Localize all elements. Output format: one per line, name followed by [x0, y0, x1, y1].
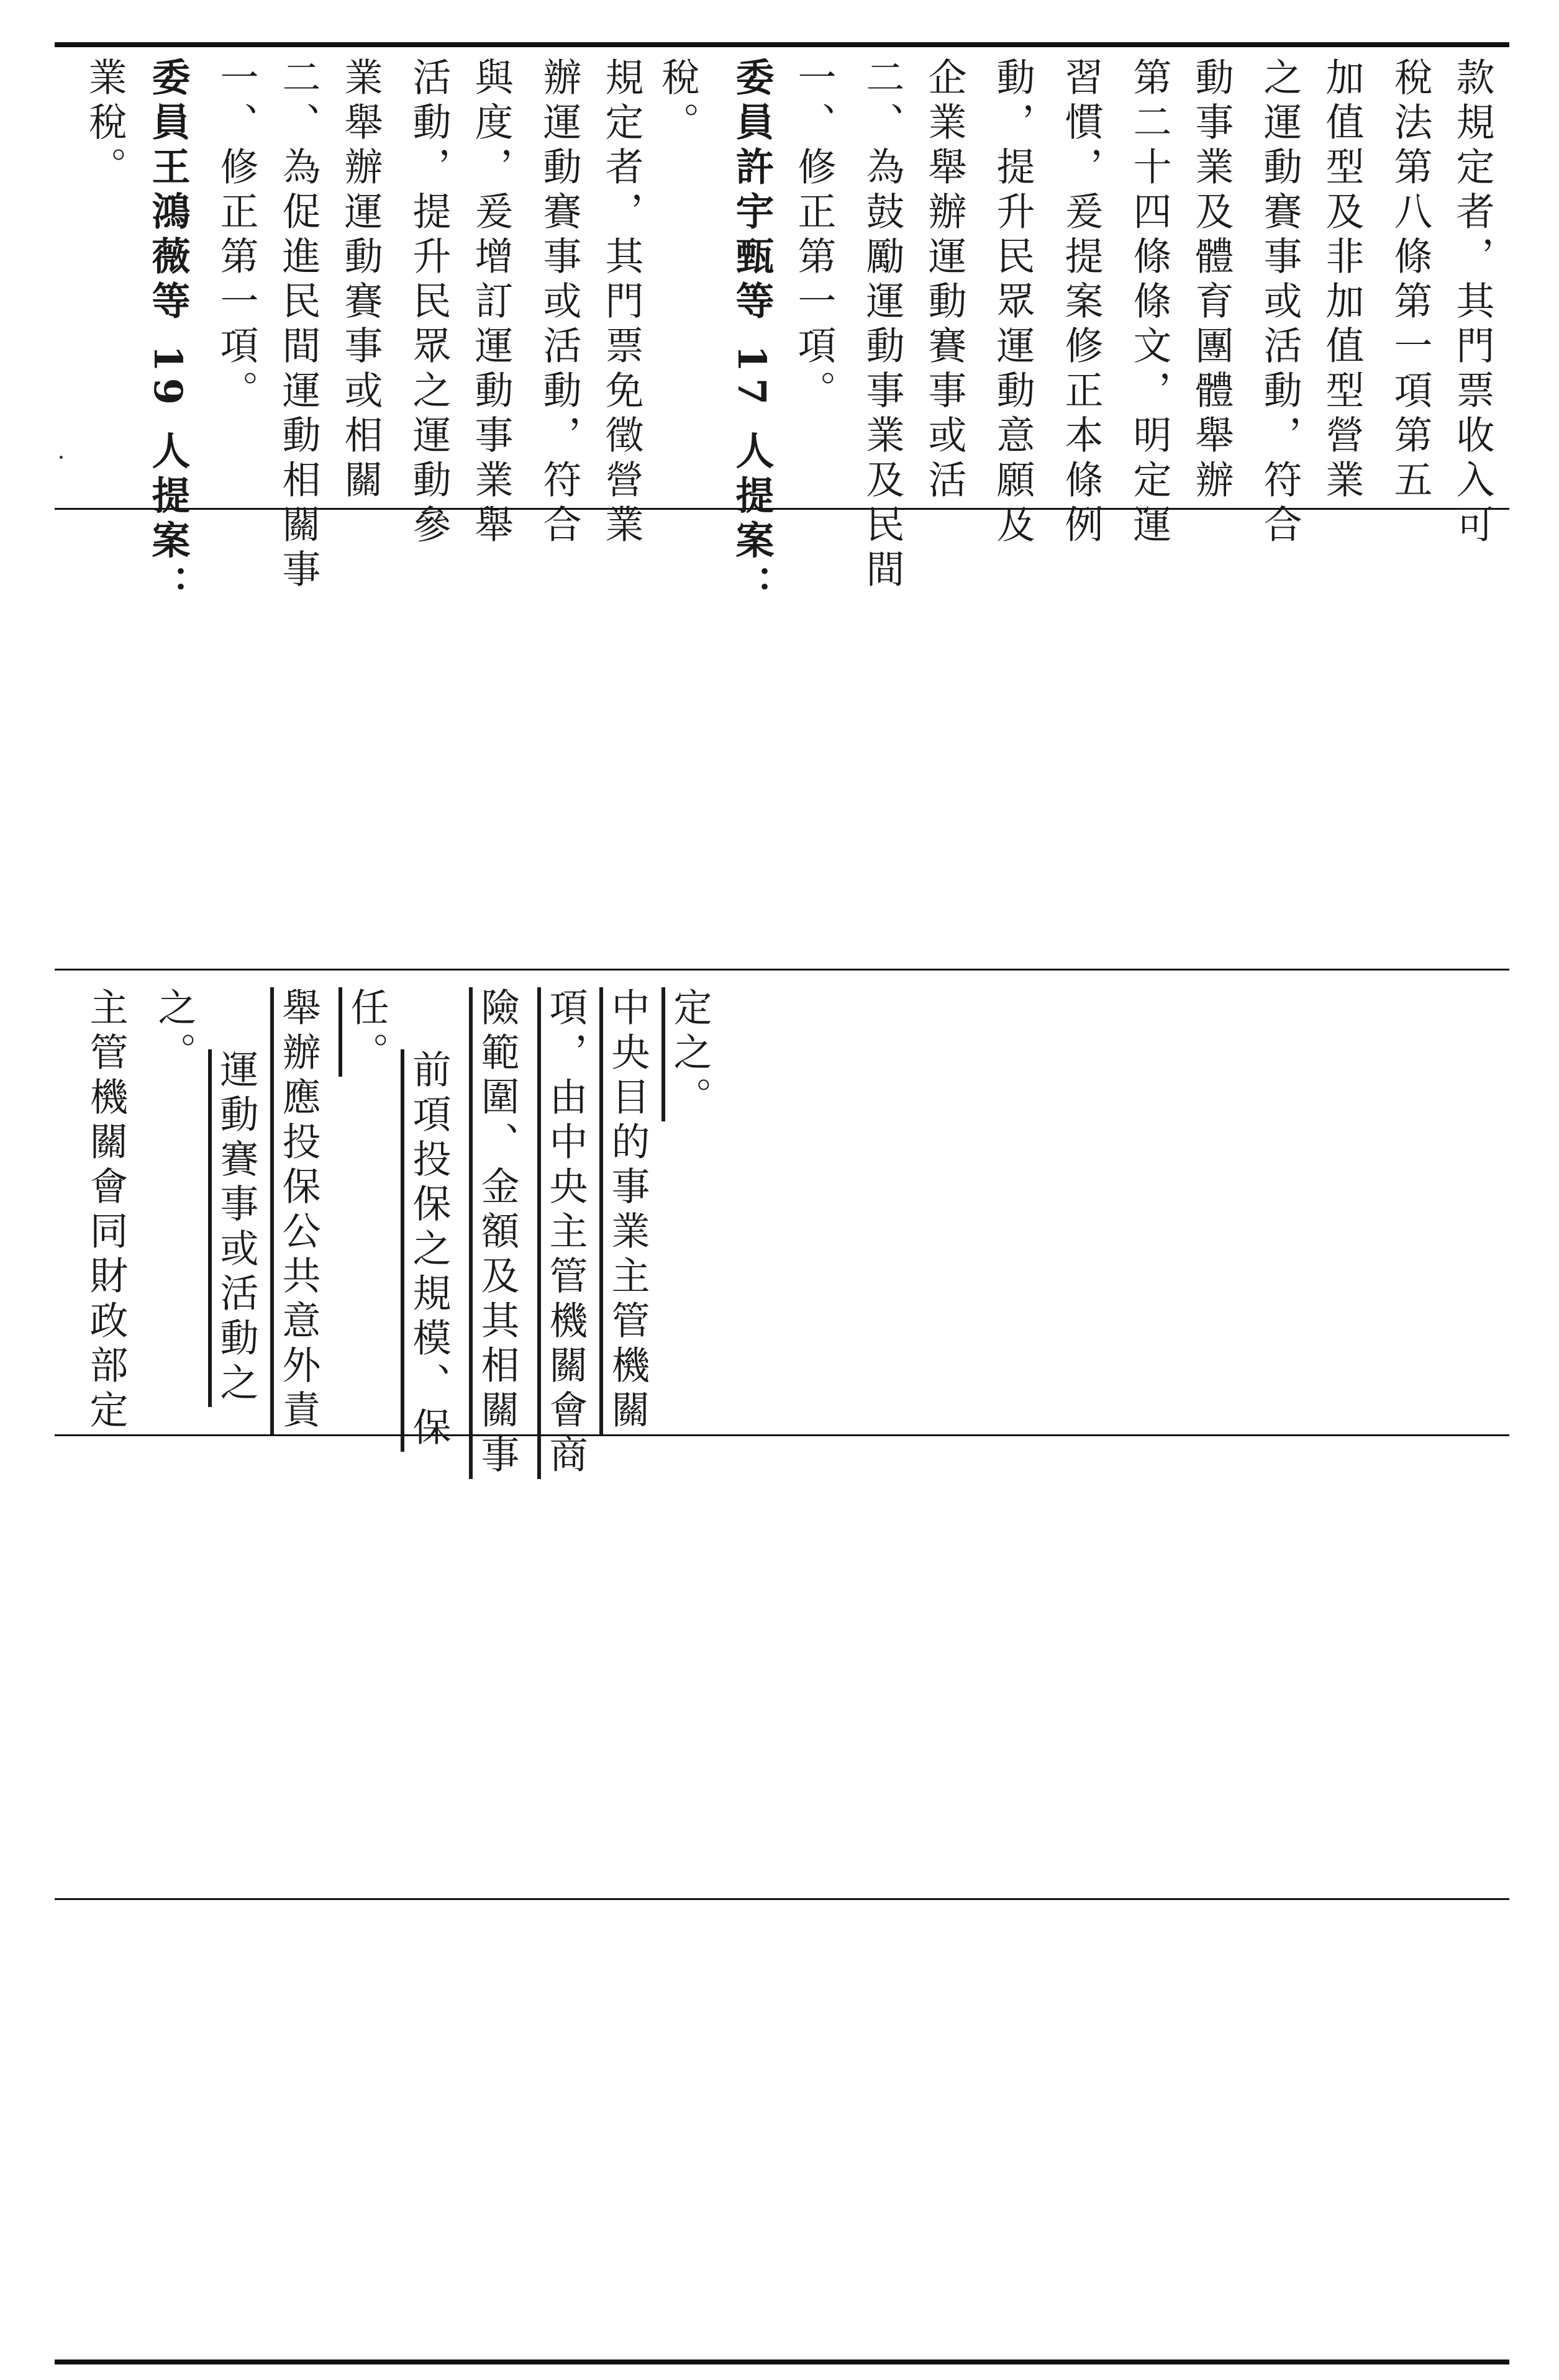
proposer-heading: 委員王鴻薇等 19 人提案： — [145, 57, 191, 610]
text-line: 辦運動賽事或活動，符合 — [537, 57, 582, 549]
amended-text-line — [534, 987, 596, 1479]
text-line: 動事業及體育團體舉辦 — [1189, 57, 1234, 504]
text-line: 業舉辦運動賽事或相關 — [338, 57, 383, 504]
table-bottom-border — [55, 2360, 1509, 2364]
underlined-text: 險範圍、金額及其相關事 — [475, 987, 520, 1479]
underlined-text: 運動賽事或活動之 — [214, 1049, 259, 1407]
text-line: 習慣，爰提案修正本條例 — [1058, 57, 1104, 549]
table-top-border — [55, 42, 1509, 47]
proposer-heading: 委員許宇甄等 17 人提案： — [729, 57, 775, 610]
amended-text-line — [466, 987, 528, 1479]
text-line: 稅法第八條第一項第五 — [1388, 57, 1433, 504]
amended-text-line — [335, 987, 398, 1077]
text-line: 二、為鼓勵運動事業及民間 — [860, 57, 905, 594]
text-line: 規定者，其門票免徵營業 — [599, 57, 644, 549]
amended-text-line — [267, 987, 329, 1434]
text-line: 加值型及非加值型營業 — [1319, 57, 1365, 504]
underlined-text: 項，由中央主管機關會商 — [543, 987, 588, 1479]
table-row-divider — [55, 1898, 1509, 1900]
amended-text-line — [205, 1049, 267, 1407]
underlined-text: 定之。 — [667, 987, 712, 1121]
table-row-divider — [55, 1434, 1509, 1436]
scan-speck — [60, 456, 63, 459]
text-line: 之運動賽事或活動，符合 — [1257, 57, 1302, 549]
underlined-text: 任。 — [344, 987, 389, 1077]
underlined-text: 中央目的事業主管機關 — [605, 987, 650, 1434]
amended-text-line — [398, 1049, 460, 1452]
table-row-divider — [55, 969, 1509, 971]
amended-text-line — [658, 987, 720, 1121]
amended-text-line — [596, 987, 658, 1434]
text-line: 第二十四條條文，明定運 — [1127, 57, 1172, 549]
text-line: 企業舉辦運動賽事或活 — [922, 57, 967, 504]
text-line: 業稅。 — [82, 57, 127, 191]
text-line: 稅。 — [655, 57, 700, 147]
text-line: 活動，提升民眾之運動參 — [406, 57, 452, 549]
underlined-text: 責 — [276, 1390, 321, 1434]
text-line: 之。 — [152, 987, 197, 1077]
text-line: 二、為促進民間運動相關事 — [276, 57, 321, 594]
text-line: 與度，爰增訂運動事業舉 — [468, 57, 514, 549]
text-line: 一、修正第一項。 — [214, 57, 259, 415]
text-line: 一、修正第一項。 — [791, 57, 837, 415]
text-line: 動，提升民眾運動意願及 — [990, 57, 1035, 549]
underlined-text: 前項投保之規模、保 — [406, 1049, 452, 1452]
underlined-text: 舉辦應投保公共意外 — [276, 987, 321, 1390]
text-line: 款規定者，其門票收入可 — [1450, 57, 1495, 549]
text-line: 主管機關會同財政部定 — [83, 987, 129, 1434]
